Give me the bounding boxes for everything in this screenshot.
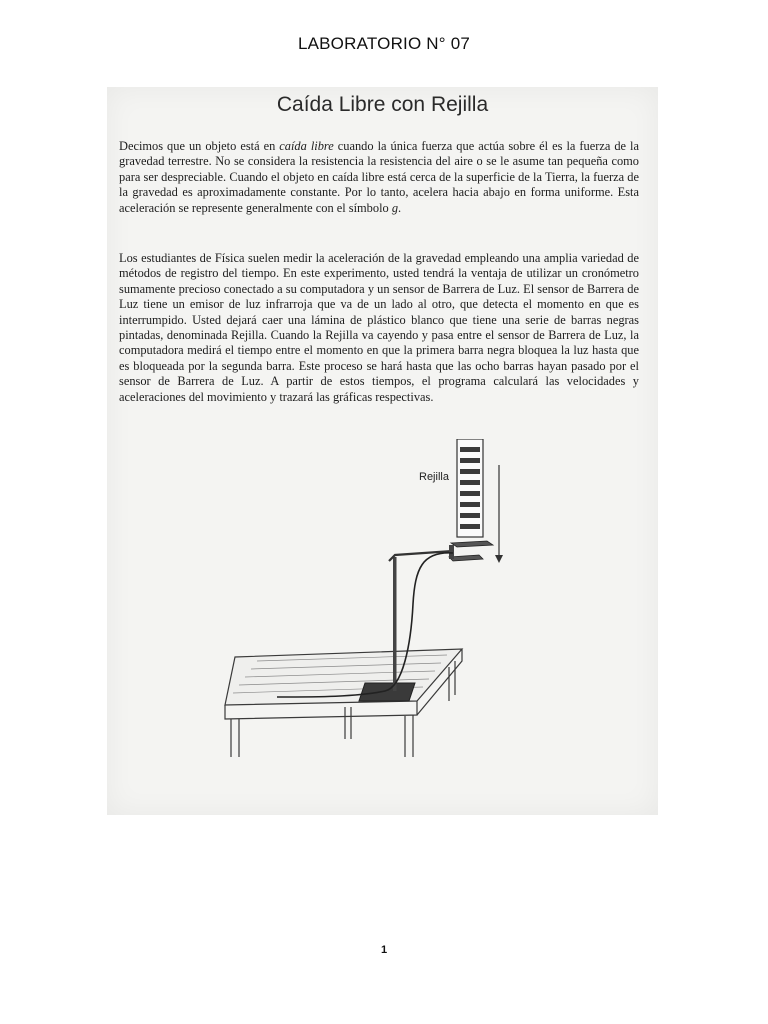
paragraph-intro-before: Decimos que un objeto está en bbox=[119, 139, 280, 153]
stand-base bbox=[359, 683, 415, 701]
page-header: LABORATORIO N° 07 bbox=[297, 34, 471, 53]
page-number: 1 bbox=[380, 944, 388, 956]
photogate-sensor bbox=[449, 541, 493, 561]
table-illustration bbox=[225, 649, 462, 757]
scan-title: Caída Libre con Rejilla bbox=[276, 93, 489, 116]
apparatus-figure bbox=[217, 439, 517, 769]
rejilla-label: Rejilla bbox=[419, 471, 449, 483]
paragraph-intro bbox=[119, 139, 639, 216]
fall-direction-arrow bbox=[495, 465, 503, 563]
paragraph-method: Los estudiantes de Física suelen medir la aceleración de la gravedad empleando una amplia variedad de métodos de registro del tiempo. En este experimento, usted tendrá la ventaja de utilizar un cronómetro sumamente precioso conectado a su computadora y un sensor de Barrera de Luz. El sensor de Barrera de Luz tiene un emisor de luz infrarroja que va de un lado al otro, que detecta el momento en que es interrumpido. Usted dejará caer una lámina de plástico blanco que tiene una serie de barras negras pintadas, denominada Rejilla. Cuando la Rejilla va cayendo y pasa entre el sensor de Barrera de Luz, la computadora medirá el tiempo entre el momento en que la primera barra negra bloquea la luz hasta que es bloqueada por la segunda barra. Este proceso se hará hasta que las ocho barras hayan pasado por el sensor de Barrera de Luz. A partir de estos tiempos, el programa calculará las velocidades y aceleraciones del movimiento y trazará las gráficas respectivas. bbox=[119, 251, 639, 404]
paragraph-intro-end: . bbox=[398, 200, 402, 215]
rejilla-picket-fence bbox=[457, 439, 483, 537]
gravity-symbol: g bbox=[391, 200, 399, 215]
stand-rod bbox=[393, 557, 397, 691]
paragraph-intro-after: cuando la única fuerza que actúa sobre él es la fuerza de la gravedad terrestre. No se considera la resistencia la resistencia del aire o se le asume tan pequeña como para ser despreciable. Cuando el objeto en caída libre está cerca de la superficie de la Tierra, la fuerza de la gravedad es aproximadamente constante. Por lo tanto, acelera hacia abajo en forma uniforme. Esta aceleración se represente generalmente con el símbolo bbox=[119, 139, 639, 215]
scanned-page bbox=[107, 87, 658, 815]
paragraph-intro-emphasis: caída libre bbox=[279, 139, 334, 153]
